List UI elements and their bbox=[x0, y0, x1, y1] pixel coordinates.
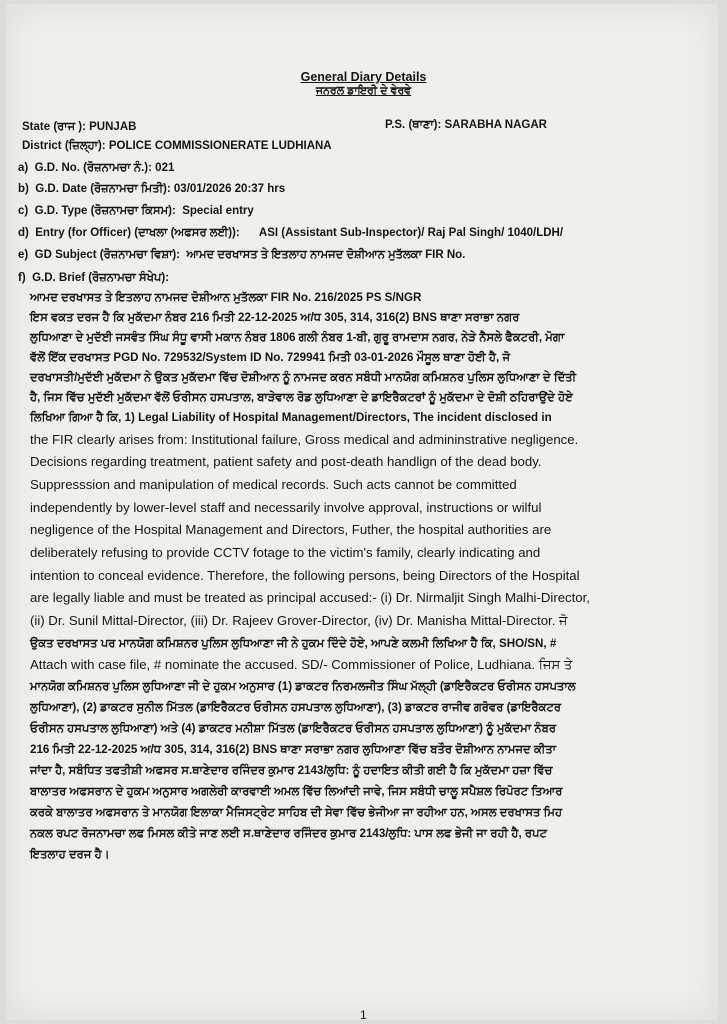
brief-line: Attach with case file, # nominate the accused. SD/- Commissioner of Police, Ludhiana. ਜਿਸ ਤੇ bbox=[30, 657, 573, 672]
brief-line: ਹੈ, ਜਿਸ ਵਿੱਚ ਮੁਦੱਈ ਮੁਕੱਦਮਾ ਵੱਲੋਂ ਓਰੀਸਨ ਹਸਪਤਾਲ, ਬਾੜੇਵਾਲ ਰੋਡ ਲੁਧਿਆਣਾ ਦੇ ਡਾਇਰੈਕਟਰਾਂ ਨੂੰ ਮੁਕੱਦਮਾ ਦੇ ਦੋਸ਼ੀ ਠਹਿਰਾਉਂਦੇ ਹੋਏ bbox=[30, 391, 573, 404]
brief-line: ਲੁਧਿਆਣਾ), (2) ਡਾਕਟਰ ਸੁਨੀਲ ਮਿੱਤਲ (ਡਾਇਰੈਕਟਰ ਓਰੀਸਨ ਹਸਪਤਾਲ ਲੁਧਿਆਣਾ), (3) ਡਾਕਟਰ ਰਾਜੀਵ ਗਰੋਵਰ (ਡਾਇਰੈਕਟਰ bbox=[30, 701, 562, 714]
brief-line: 216 ਮਿਤੀ 22-12-2025 ਅ/ਧ 305, 314, 316(2) BNS ਥਾਣਾ ਸਰਾਭਾ ਨਗਰ ਲੁਧਿਆਣਾ ਵਿੱਚ ਬਤੌਰ ਦੋਸ਼ੀਆਨ ਨਾਮਜਦ ਕੀਤਾ bbox=[30, 743, 557, 756]
district-label: District (ਜ਼ਿਲ੍ਹਾ): bbox=[22, 140, 106, 152]
item-letter: b) bbox=[18, 183, 29, 195]
brief-line: ਲਿਖਿਆ ਗਿਆ ਹੈ ਕਿ, 1) Legal Liability of Hospital Management/Directors, The incident disclosed in bbox=[30, 411, 552, 424]
brief-line: the FIR clearly arises from: Institutional failure, Gross medical and admininstrative negligence. bbox=[30, 432, 579, 447]
gd-number-value: 021 bbox=[155, 162, 175, 174]
entry-officer-row bbox=[18, 227, 563, 240]
gd-brief-label: G.D. Brief (ਰੋਜ਼ਨਾਮਚਾ ਸੰਖੇਪ): bbox=[32, 272, 170, 284]
gd-type-label: G.D. Type (ਰੋਜ਼ਨਾਮਚਾ ਕਿਸਮ): bbox=[34, 205, 176, 217]
brief-line: deliberately refusing to provide CCTV fotage to the victim's family, clearly indicating and bbox=[30, 545, 541, 560]
police-station-row bbox=[385, 119, 547, 132]
gd-type-value: Special entry bbox=[182, 205, 254, 217]
brief-line: ਕਰਕੇ ਬਾਲਾਤਰ ਅਫਸਰਾਨ ਤੇ ਮਾਨਯੋਗ ਇਲਾਕਾ ਮੈਜਿਸਟ੍ਰੇਟ ਸਾਹਿਬ ਦੀ ਸੇਵਾ ਵਿੱਚ ਭੇਜੀਆ ਜਾ ਰਹੀਆ ਹਨ, ਅਸਲ ਦਰਖਾਸਤ ਮਿਹ bbox=[30, 806, 563, 819]
district-value: POLICE COMMISSIONERATE LUDHIANA bbox=[108, 140, 332, 152]
gd-subject-label: GD Subject (ਰੋਜ਼ਨਾਮਚਾ ਵਿਸ਼ਾ): bbox=[34, 249, 181, 261]
brief-line: intention to conceal evidence. Therefore, the following persons, being Directors of the Hospital bbox=[30, 568, 580, 583]
state-value: PUNJAB bbox=[89, 121, 137, 133]
gd-subject-row bbox=[18, 249, 465, 262]
document-title: General Diary Details bbox=[300, 70, 427, 84]
item-letter: e) bbox=[18, 249, 29, 261]
gd-brief-row bbox=[18, 272, 169, 285]
entry-officer-value: ASI (Assistant Sub-Inspector)/ Raj Pal Singh/ 1040/LDH/ bbox=[258, 227, 564, 239]
gd-date-row bbox=[18, 183, 285, 196]
brief-line: ਇਸ ਵਕਤ ਦਰਜ ਹੈ ਕਿ ਮੁਕੱਦਮਾ ਨੰਬਰ 216 ਮਿਤੀ 22-12-2025 ਅ/ਧ 305, 314, 316(2) BNS ਥਾਣਾ ਸਰਾਭਾ ਨਗਰ bbox=[30, 311, 520, 324]
brief-line: ਇਤਲਾਹ ਦਰਜ ਹੈ। bbox=[30, 848, 110, 861]
gd-number-row bbox=[18, 162, 174, 175]
state-row bbox=[22, 121, 136, 134]
gd-date-value: 03/01/2026 20:37 hrs bbox=[173, 183, 286, 195]
gd-date-label: G.D. Date (ਰੋਜ਼ਨਾਮਚਾ ਮਿਤੀ): bbox=[35, 183, 171, 195]
brief-line: Decisions regarding treatment, patient safety and post-death handlign of the dead body. bbox=[30, 454, 542, 469]
brief-line: are legally liable and must be treated as principal accused:- (i) Dr. Nirmaljit Singh Malhi-Director, bbox=[30, 590, 590, 605]
document-subtitle: ਜਨਰਲ ਡਾਇਰੀ ਦੇ ਵੇਰਵੇ bbox=[315, 85, 412, 97]
brief-line: ਉਕਤ ਦਰਖਾਸਤ ਪਰ ਮਾਨਯੋਗ ਕਮਿਸ਼ਨਰ ਪੁਲਿਸ ਲੁਧਿਆਣਾ ਜੀ ਨੇ ਹੁਕਮ ਦਿੰਦੇ ਹੋਏ, ਆਪਣੇ ਕਲਮੀ ਲਿਖਿਆ ਹੈ ਕਿ, SHO/SN, # bbox=[30, 637, 557, 650]
entry-officer-label: Entry (for Officer) (ਦਾਖਲਾ (ਅਫਸਰ ਲਈ)): bbox=[35, 227, 240, 239]
brief-line: ਵੱਲੋਂ ਇੱਕ ਦਰਖਾਸਤ PGD No. 729532/System ID No. 729941 ਮਿਤੀ 03-01-2026 ਮੌਸੂਲ ਥਾਣਾ ਹੋਈ ਹੈ, ਜੋ bbox=[30, 351, 511, 364]
item-letter: f) bbox=[18, 272, 26, 284]
gd-type-row bbox=[18, 205, 254, 218]
brief-line: ਬਾਲਾਤਰ ਅਫਸਰਾਨ ਦੇ ਹੁਕਮ ਅਨੁਸਾਰ ਅਗਲੇਰੀ ਕਾਰਵਾਈ ਅਮਲ ਵਿੱਚ ਲਿਆਂਦੀ ਜਾਵੇ, ਜਿਸ ਸਬੰਧੀ ਚਾਲੂ ਸਪੈਸ਼ਲ ਰਿਪੋਰਟ ਤਿਆਰ bbox=[30, 785, 563, 798]
brief-line: ਜਾਂਦਾ ਹੈ, ਸਬੰਧਿਤ ਤਫਤੀਸ਼ੀ ਅਫਸਰ ਸ.ਥਾਣੇਦਾਰ ਰਜਿੰਦਰ ਕੁਮਾਰ 2143/ਲੁਧਿ: ਨੂੰ ਹਦਾਇਤ ਕੀਤੀ ਗਈ ਹੈ ਕਿ ਮੁਕੱਦਮਾ ਹਜ਼ਾ ਵਿੱਚ bbox=[30, 764, 553, 777]
brief-line: ਨਕਲ ਰਪਟ ਰੋਜਨਾਮਚਾ ਲਫ ਮਿਸਲ ਕੀਤੇ ਜਾਣ ਲਈ ਸ.ਥਾਣੇਦਾਰ ਰਜਿੰਦਰ ਕੁਮਾਰ 2143/ਲੁਧਿ: ਪਾਸ ਲਫ ਭੇਜੀ ਜਾ ਰਹੀ ਹੈ, ਰਪਟ bbox=[30, 827, 548, 840]
district-row bbox=[22, 140, 332, 153]
gd-number-label: G.D. No. (ਰੋਜ਼ਨਾਮਚਾ ਨੰ.): bbox=[34, 162, 152, 174]
item-letter: a) bbox=[18, 162, 29, 174]
item-letter: c) bbox=[18, 205, 29, 217]
brief-line: negligence of the Hospital Management and Directors, Futher, the hospital authorities are bbox=[30, 522, 552, 537]
brief-line: independently by lower-level staff and necessarily involve approval, instructions or wilful bbox=[30, 500, 542, 515]
gd-subject-value: ਆਮਦ ਦਰਖਾਸਤ ਤੇ ਇਤਲਾਹ ਨਾਮਜਦ ਦੋਸ਼ੀਆਨ ਮੁਤੱਲਕਾ FIR No. bbox=[186, 249, 466, 261]
police-station-label: P.S. (ਥਾਣਾ): bbox=[385, 119, 442, 131]
item-letter: d) bbox=[18, 227, 29, 239]
brief-line: ਆਮਦ ਦਰਖਾਸਤ ਤੇ ਇਤਲਾਹ ਨਾਮਜਦ ਦੋਸ਼ੀਆਨ ਮੁਤੱਲਕਾ FIR No. 216/2025 PS S/NGR bbox=[30, 291, 422, 304]
brief-line: ਮਾਨਯੋਗ ਕਮਿਸ਼ਨਰ ਪੁਲਿਸ ਲੁਧਿਆਣਾ ਜੀ ਦੇ ਹੁਕਮ ਅਨੁਸਾਰ (1) ਡਾਕਟਰ ਨਿਰਮਲਜੀਤ ਸਿੰਘ ਮੱਲ੍ਹੀ (ਡਾਇਰੈਕਟਰ ਓਰੀਸਨ ਹਸਪਤਾਲ bbox=[30, 680, 576, 693]
brief-line: ਲੁਧਿਆਣਾ ਦੇ ਮੁਦੱਈ ਜਸਵੰਤ ਸਿੰਘ ਸੰਧੂ ਵਾਸੀ ਮਕਾਨ ਨੰਬਰ 1806 ਗਲੀ ਨੰਬਰ 1-ਬੀ, ਗੁਰੂ ਰਾਮਦਾਸ ਨਗਰ, ਨੇੜੇ ਨੈਸਲੇ ਫੈਕਟਰੀ, ਮੋਗਾ bbox=[30, 331, 565, 344]
brief-line: ਦਰਖਾਸਤੀ/ਮੁਦੱਈ ਮੁਕੱਦਮਾ ਨੇ ਉਕਤ ਮੁਕੱਦਮਾ ਵਿੱਚ ਦੋਸ਼ੀਆਨ ਨੂੰ ਨਾਮਜਦ ਕਰਨ ਸਬੰਧੀ ਮਾਨਯੋਗ ਕਮਿਸ਼ਨਰ ਪੁਲਿਸ ਲੁਧਿਆਣਾ ਦੇ ਦਿੱਤੀ bbox=[30, 371, 577, 384]
page-number: 1 bbox=[360, 1008, 367, 1022]
brief-line: Suppresssion and manipulation of medical records. Such acts cannot be committed bbox=[30, 477, 517, 492]
brief-line: (ii) Dr. Sunil Mittal-Director, (iii) Dr. Rajeev Grover-Director, (iv) Dr. Manisha Mittal-Director. ਜੋ bbox=[30, 613, 568, 628]
brief-line: ਓਰੀਸਨ ਹਸਪਤਾਲ ਲੁਧਿਆਣਾ) ਅਤੇ (4) ਡਾਕਟਰ ਮਨੀਸ਼ਾ ਮਿੱਤਲ (ਡਾਇਰੈਕਟਰ ਓਰੀਸਨ ਹਸਪਤਾਲ ਲੁਧਿਆਣਾ) ਨੂੰ ਮੁਕੱਦਮਾ ਨੰਬਰ bbox=[30, 722, 557, 735]
state-label: State (ਰਾਜ ): bbox=[22, 121, 86, 133]
police-station-value: SARABHA NAGAR bbox=[444, 119, 547, 131]
